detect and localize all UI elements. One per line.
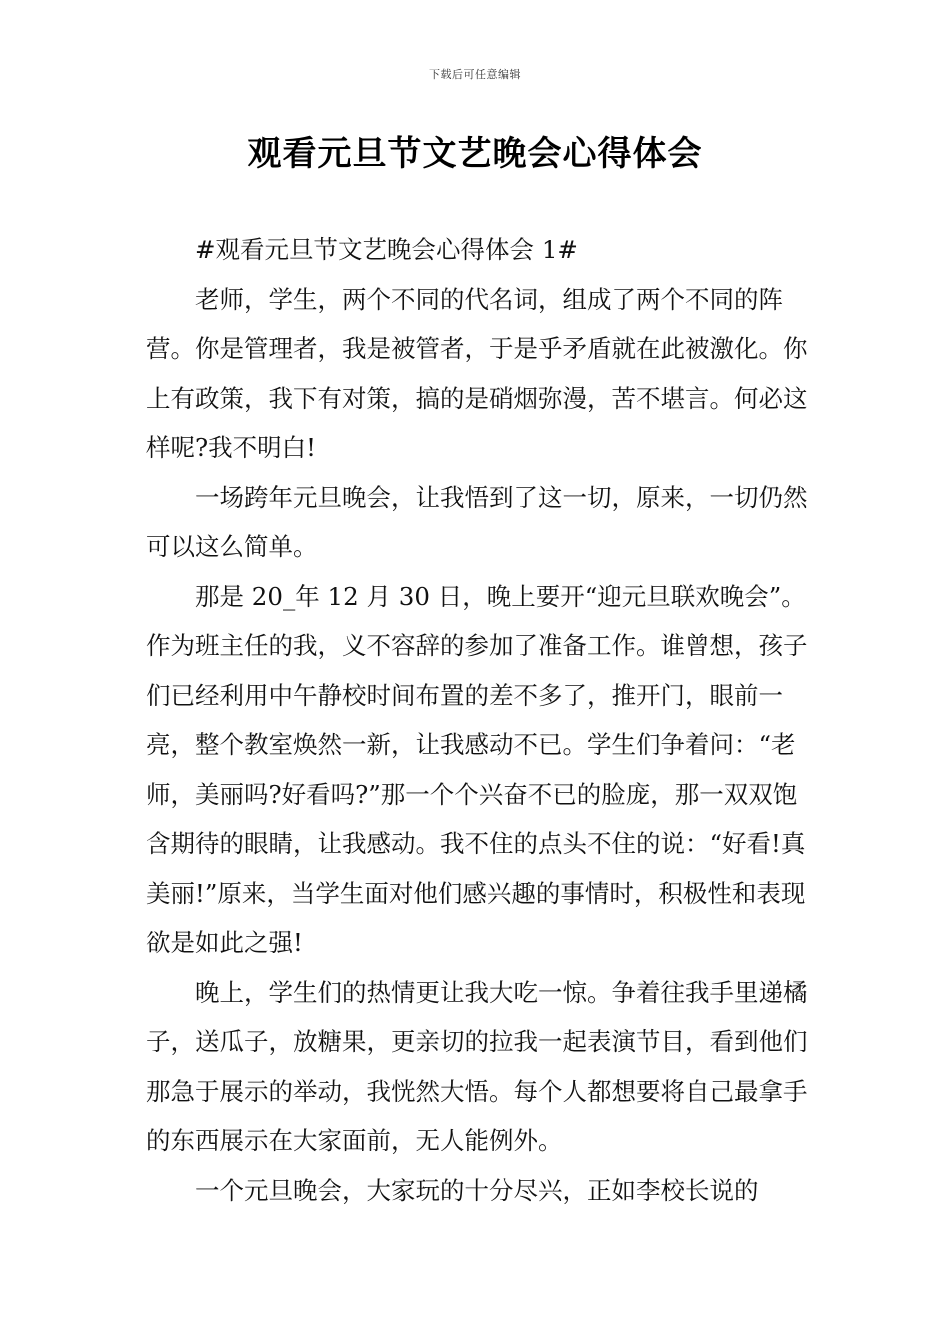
document-title: 观看元旦节文艺晚会心得体会 (247, 134, 703, 174)
paragraph: 那是 20_年 12 月 30 日，晚上要开“迎元旦联欢晚会”。作为班主任的我，义不容辞的参加了准备工作。谁曾想，孩子们已经利用中午静校时间布置的差不多了，推开门，眼前一亮，整个教室焕然一新，让我感动不已。学生们争着问：“老师，美丽吗?好看吗?”那一个个兴奋不已的脸庞，那一双双饱含期待的眼睛，让我感动。我不住的点头不住的说：“好看!真美丽!”原来，当学生面对他们感兴趣的事情时，积极性和表现欲是如此之强! (146, 581, 808, 957)
paragraph: 老师，学生，两个不同的代名词，组成了两个不同的阵营。你是管理者，我是被管者，于是乎矛盾就在此被激化。你上有政策，我下有对策，搞的是硝烟弥漫，苦不堪言。何必这样呢?我不明白! (146, 284, 808, 462)
header-note: 下载后可任意编辑 (429, 68, 521, 81)
paragraph: 一场跨年元旦晚会，让我悟到了这一切，原来，一切仍然可以这么简单。 (146, 482, 808, 561)
paragraph: 一个元旦晚会，大家玩的十分尽兴，正如李校长说的 (195, 1175, 759, 1205)
document-body (146, 225, 811, 1215)
section-heading: #观看元旦节文艺晚会心得体会 1# (195, 235, 578, 264)
paragraph: 晚上，学生们的热情更让我大吃一惊。争着往我手里递橘子，送瓜子，放糖果，更亲切的拉我一起表演节目，看到他们那急于展示的举动，我恍然大悟。每个人都想要将自己最拿手的东西展示在大家面前，无人能例外。 (146, 977, 808, 1155)
